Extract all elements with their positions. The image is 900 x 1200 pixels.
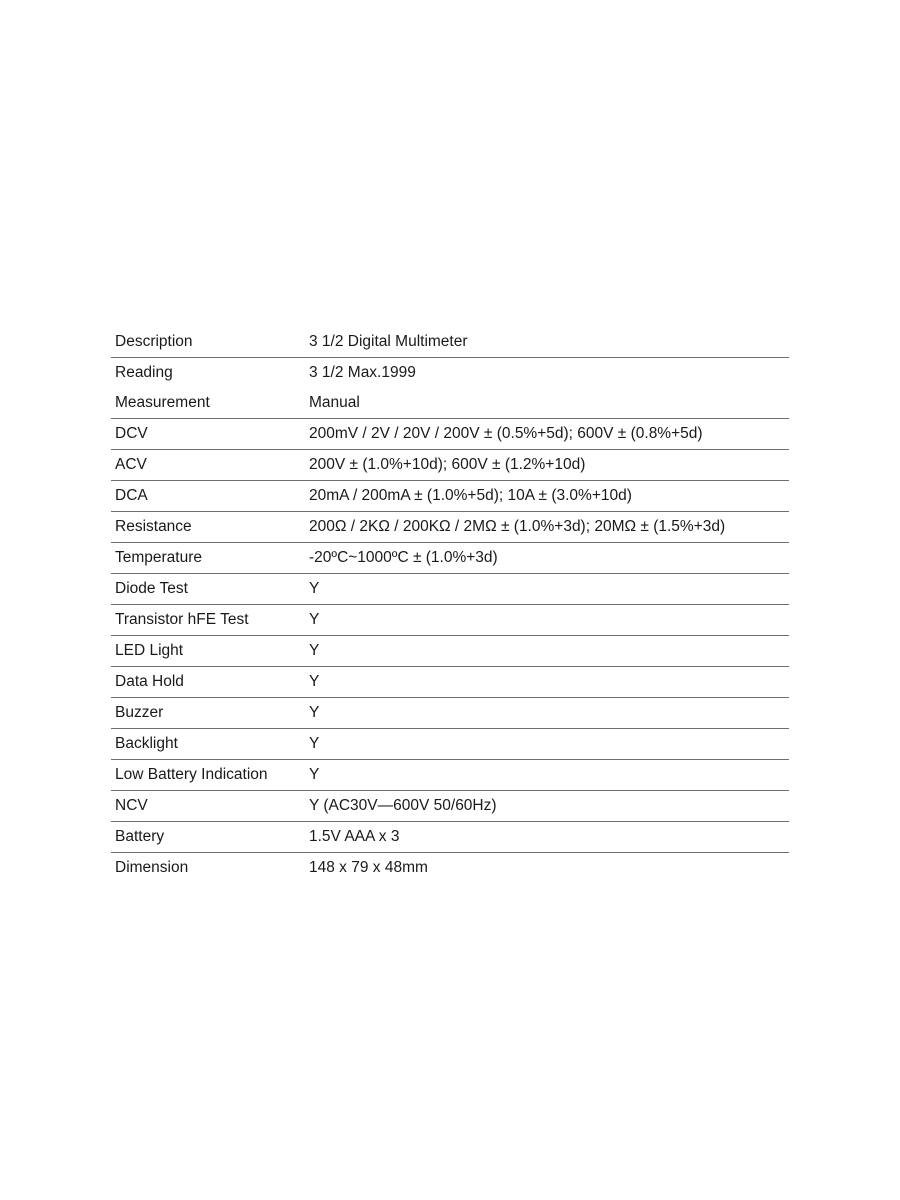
spec-label: Reading [115, 364, 173, 381]
spec-value: Y [305, 636, 789, 667]
spec-label: Backlight [111, 729, 305, 760]
spec-row-transistor-hfe-test [111, 605, 789, 636]
spec-label: Buzzer [111, 698, 305, 729]
spec-label: Transistor hFE Test [111, 605, 305, 636]
spec-label: Measurement [111, 388, 305, 419]
spec-row-diode-test [111, 574, 789, 605]
spec-row-dcv [111, 419, 789, 450]
spec-row-led-light [111, 636, 789, 667]
spec-row-measurement [111, 388, 789, 419]
spec-value: Y [305, 729, 789, 760]
spec-label: Low Battery Indication [111, 760, 305, 791]
spec-row-backlight [111, 729, 789, 760]
spec-value: Y [305, 574, 789, 605]
spec-value: Y [305, 760, 789, 791]
spec-label: Data Hold [111, 667, 305, 698]
spec-label: ACV [111, 450, 305, 481]
spec-value: Y [305, 698, 789, 729]
spec-value: Y [305, 667, 789, 698]
spec-value: 200V ± (1.0%+10d); 600V ± (1.2%+10d) [305, 450, 789, 481]
spec-label: Resistance [111, 512, 305, 543]
spec-value: 200mV / 2V / 20V / 200V ± (0.5%+5d); 600V ± (0.8%+5d) [305, 419, 789, 450]
spec-label: DCA [111, 481, 305, 512]
spec-row-dimension [111, 853, 789, 884]
spec-value: Y (AC30V—600V 50/60Hz) [305, 791, 789, 822]
spec-value: 3 1/2 Max.1999 [309, 364, 416, 381]
spec-value: 148 x 79 x 48mm [309, 859, 428, 876]
spec-label: NCV [111, 791, 305, 822]
spec-row-battery [111, 822, 789, 853]
spec-row-temperature [111, 543, 789, 574]
spec-label: Battery [111, 822, 305, 853]
spec-row-buzzer [111, 698, 789, 729]
spec-row-resistance [111, 512, 789, 543]
spec-label: Dimension [115, 859, 189, 876]
spec-row-description [111, 327, 789, 358]
spec-row-dca [111, 481, 789, 512]
spec-value: 20mA / 200mA ± (1.0%+5d); 10A ± (3.0%+10d) [305, 481, 789, 512]
spec-value: -20ºC~1000ºC ± (1.0%+3d) [305, 543, 789, 574]
spec-label: Description [111, 327, 305, 358]
spec-label: LED Light [111, 636, 305, 667]
spec-label: DCV [111, 419, 305, 450]
spec-row-reading [111, 358, 789, 389]
spec-label: Temperature [111, 543, 305, 574]
spec-row-acv [111, 450, 789, 481]
spec-value: Manual [305, 388, 789, 419]
spec-value: 3 1/2 Digital Multimeter [305, 327, 789, 358]
spec-value: Y [305, 605, 789, 636]
spec-row-low-battery-indication [111, 760, 789, 791]
spec-row-ncv [111, 791, 789, 822]
spec-value: 200Ω / 2KΩ / 200KΩ / 2MΩ ± (1.0%+3d); 20MΩ ± (1.5%+3d) [305, 512, 789, 543]
spec-row-data-hold [111, 667, 789, 698]
spec-value: 1.5V AAA x 3 [305, 822, 789, 853]
spec-label: Diode Test [111, 574, 305, 605]
spec-table [111, 327, 789, 883]
